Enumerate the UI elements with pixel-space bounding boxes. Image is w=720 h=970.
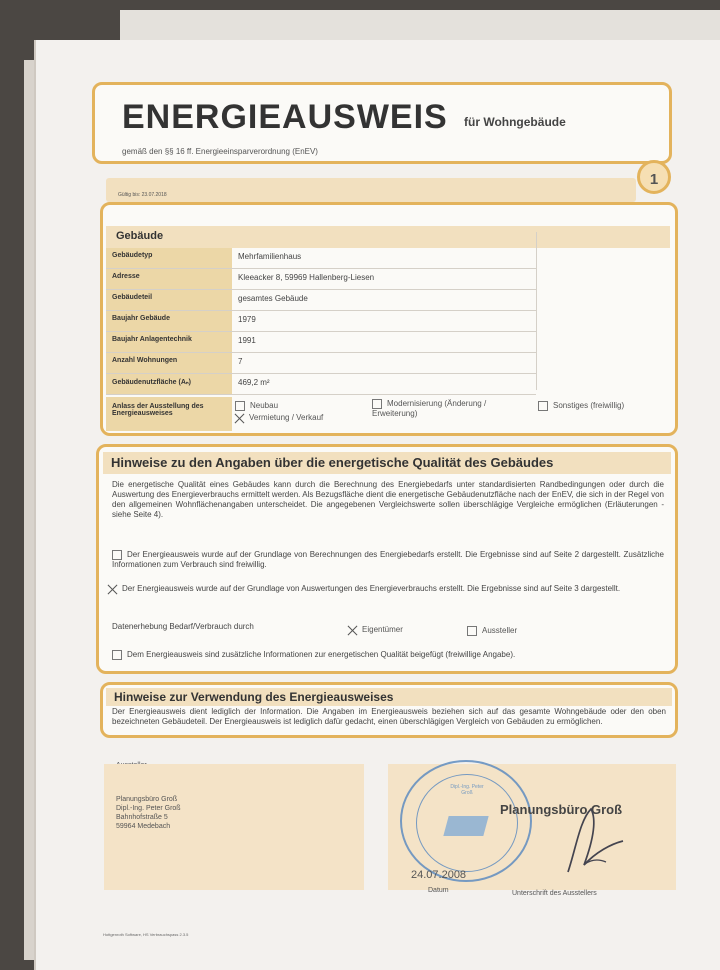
row-value: gesamtes Gebäude: [238, 294, 308, 303]
row-value: Kleeacker 8, 59969 Hallenberg-Liesen: [238, 273, 375, 282]
building-heading: Gebäude: [106, 226, 670, 248]
quality-hints-intro: Die energetische Qualität eines Gebäudes kann durch die Berechnung des Energiebedarfs unter standardisierten Randbedingungen oder durch die Auswertung des Energieverbrauchs ermittelt werden. Als Bezugsfläche dient die energetische Gebäudenutzfläche nach der EnEV, die sich in der Regel von den allgemeinen Wohnflächenangaben unterscheidet. Die angegebenen Vergleichswerte sollen überschlägige Vergleiche ermöglichen (Erläuterungen - siehe Seite 4).: [112, 480, 664, 519]
stamp-text: Dipl.-Ing. Peter Groß: [450, 784, 484, 796]
table-row: [106, 269, 536, 290]
option-modernization: [372, 399, 500, 418]
issuer-option: [467, 626, 517, 636]
row-value: 1991: [238, 336, 256, 345]
row-value: 1979: [238, 315, 256, 324]
row-label: Adresse: [106, 269, 232, 289]
consumption-basis-option: [108, 584, 664, 594]
page-number-badge: 1: [637, 160, 671, 194]
checkbox-unchecked-icon: [467, 626, 477, 636]
official-stamp: [400, 760, 532, 882]
row-value: 469,2 m²: [238, 378, 270, 387]
checkbox-x-icon: [235, 413, 245, 423]
legal-reference: gemäß den §§ 16 ff. Energieeinsparverordnung (EnEV): [122, 147, 318, 156]
issue-occasion: [106, 397, 670, 431]
option-rental-sale: [235, 413, 323, 423]
company-stamp-name: Planungsbüro Groß: [500, 802, 623, 817]
date-label: Datum: [428, 887, 449, 894]
row-label: Gebäudenutzfläche (Aₙ): [106, 374, 232, 394]
checkbox-x-icon: [348, 625, 358, 635]
row-value: 7: [238, 357, 243, 366]
row-label: Gebäudetyp: [106, 248, 232, 268]
row-value: Mehrfamilienhaus: [238, 252, 302, 261]
handwritten-signature-icon: [556, 804, 628, 878]
document-title: ENERGIEAUSWEIS: [122, 98, 448, 136]
row-label: Anzahl Wohnungen: [106, 353, 232, 373]
stamp-logo: [443, 816, 488, 836]
issuer-address: [116, 795, 181, 831]
issuer-line: Planungsbüro Groß: [116, 796, 178, 803]
building-photo-area: [536, 232, 671, 390]
row-label: Baujahr Anlagentechnik: [106, 332, 232, 352]
issuer-line: 59964 Medebach: [116, 823, 171, 830]
checkbox-unchecked-icon: [538, 401, 548, 411]
table-row: [106, 332, 536, 353]
issuer-line: Dipl.-Ing. Peter Groß: [116, 805, 181, 812]
consumption-basis-text: Der Energieausweis wurde auf der Grundlage von Auswertungen des Energieverbrauchs erstellt. Die Ergebnisse sind auf Seite 3 dargestellt.: [122, 584, 621, 594]
issuer-line: Bahnhofstraße 5: [116, 814, 168, 821]
table-row: [106, 248, 536, 269]
table-row: [106, 311, 536, 332]
option-new-build: [235, 401, 278, 411]
row-label: Gebäudeteil: [106, 290, 232, 310]
checkbox-x-icon: [108, 584, 118, 594]
checkbox-unchecked-icon: [372, 399, 382, 409]
document-subtitle: für Wohngebäude: [464, 115, 566, 129]
demand-basis-text: Der Energieausweis wurde auf der Grundlage von Berechnungen des Energiebedarfs erstellt. Die Ergebnisse sind auf Seite 2 dargestellt. Zusätzliche Informationen zum Verbrauch sind freiwillig.: [112, 550, 664, 570]
owner-option: [348, 625, 403, 635]
checkbox-unchecked-icon: [235, 401, 245, 411]
validity-bar: [106, 178, 636, 202]
option-label: Modernisierung (Änderung / Erweiterung): [372, 399, 487, 418]
table-row: [106, 374, 536, 395]
occasion-label: Anlass der Ausstellung des Energieausweises: [106, 397, 232, 431]
table-row: [106, 290, 536, 311]
demand-basis-option: [112, 550, 664, 570]
row-label: Baujahr Gebäude: [106, 311, 232, 331]
additional-information-option: [112, 650, 664, 660]
owner-label: Eigentümer: [362, 625, 403, 635]
usage-hints-text: Der Energieausweis dient lediglich der Information. Die Angaben im Energieausweis beziehen sich auf das gesamte Wohngebäude oder den oben bezeichneten Gebäudeteil. Der Energieausweis ist lediglich dafür gedacht, einen überschlägigen Vergleich von Gebäuden zu ermöglichen.: [112, 707, 666, 726]
table-row: [106, 353, 536, 374]
signature-label: Unterschrift des Ausstellers: [512, 890, 597, 897]
checkbox-unchecked-icon: [112, 550, 122, 560]
option-other: [538, 401, 624, 411]
signature-date: 24.07.2008: [411, 869, 467, 881]
quality-hints-heading: Hinweise zu den Angaben über die energetische Qualität des Gebäudes: [103, 452, 671, 474]
option-label: Vermietung / Verkauf: [249, 413, 324, 423]
data-survey-label: Datenerhebung Bedarf/Verbrauch durch: [112, 622, 254, 631]
checkbox-unchecked-icon: [112, 650, 122, 660]
additional-information-text: Dem Energieausweis sind zusätzliche Informationen zur energetischen Qualität beigefügt (freiwillige Angabe).: [127, 650, 516, 660]
software-footer: Hottgenroth Software, HS Verbrauchspass 2.3.5: [103, 932, 189, 937]
validity-text: Gültig bis: 23.07.2018: [118, 192, 167, 198]
usage-hints-heading: Hinweise zur Verwendung des Energieausweises: [106, 688, 672, 706]
option-label: Sonstiges (freiwillig): [553, 401, 625, 411]
issuer-label: Aussteller: [482, 626, 518, 636]
option-label: Neubau: [250, 401, 279, 411]
